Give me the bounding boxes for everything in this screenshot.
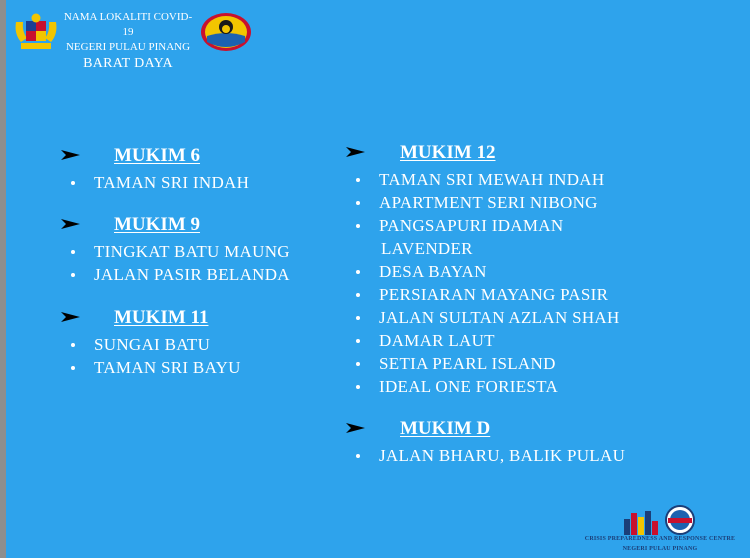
arrow-bullet-icon	[60, 147, 82, 163]
section-mukim-6	[60, 145, 320, 194]
district-name: BARAT DAYA	[83, 56, 173, 71]
section-mukim-9	[60, 214, 330, 286]
header-title	[58, 10, 198, 73]
section-mukim-d	[345, 418, 665, 467]
list-item: DAMAR LAUT	[379, 329, 665, 352]
header-line-1: NAMA LOKALITI COVID-	[63, 11, 193, 23]
list-item: IDEAL ONE FORIESTA	[379, 375, 665, 398]
footer-line-2: NEGERI PULAU PINANG	[622, 546, 698, 552]
left-edge-bar	[0, 0, 6, 558]
list-item: JALAN PASIR BELANDA	[94, 263, 330, 286]
heading-mukim-12: MUKIM 12	[400, 142, 496, 163]
heading-mukim-9: MUKIM 9	[114, 214, 201, 235]
list-item: APARTMENT SERI NIBONG	[379, 191, 665, 214]
list-item-continuation: LAVENDER	[381, 239, 473, 258]
footer-caption	[575, 534, 745, 554]
list-item: TAMAN SRI BAYU	[94, 356, 320, 379]
footer-line-1: CRISIS PREPAREDNESS AND RESPONSE CENTRE	[584, 536, 736, 542]
list-item: JALAN SULTAN AZLAN SHAH	[379, 306, 665, 329]
coat-of-arms-icon	[13, 12, 59, 52]
list-item: SUNGAI BATU	[94, 333, 320, 356]
header-line-3: NEGERI PULAU PINANG	[65, 41, 191, 53]
list-item: PANGSAPURI IDAMAN	[379, 214, 665, 237]
list-item: TAMAN SRI INDAH	[94, 171, 320, 194]
heading-mukim-d: MUKIM D	[400, 418, 491, 439]
cprc-logo-icon	[622, 505, 702, 537]
arrow-bullet-icon	[60, 309, 82, 325]
section-mukim-12	[345, 142, 665, 398]
header-line-2: 19	[122, 26, 134, 38]
heading-mukim-6: MUKIM 6	[114, 145, 201, 166]
section-mukim-11	[60, 307, 320, 379]
list-item: JALAN BHARU, BALIK PULAU	[379, 444, 665, 467]
list-item: TINGKAT BATU MAUNG	[94, 240, 330, 263]
list-item: PERSIARAN MAYANG PASIR	[379, 283, 665, 306]
list-item: DESA BAYAN	[379, 260, 665, 283]
heading-mukim-11: MUKIM 11	[114, 307, 209, 328]
arrow-bullet-icon	[345, 144, 367, 160]
arrow-bullet-icon	[345, 420, 367, 436]
list-item: TAMAN SRI MEWAH INDAH	[379, 168, 665, 191]
arrow-bullet-icon	[60, 216, 82, 232]
penang-emblem-icon	[200, 12, 252, 52]
list-item: SETIA PEARL ISLAND	[379, 352, 665, 375]
